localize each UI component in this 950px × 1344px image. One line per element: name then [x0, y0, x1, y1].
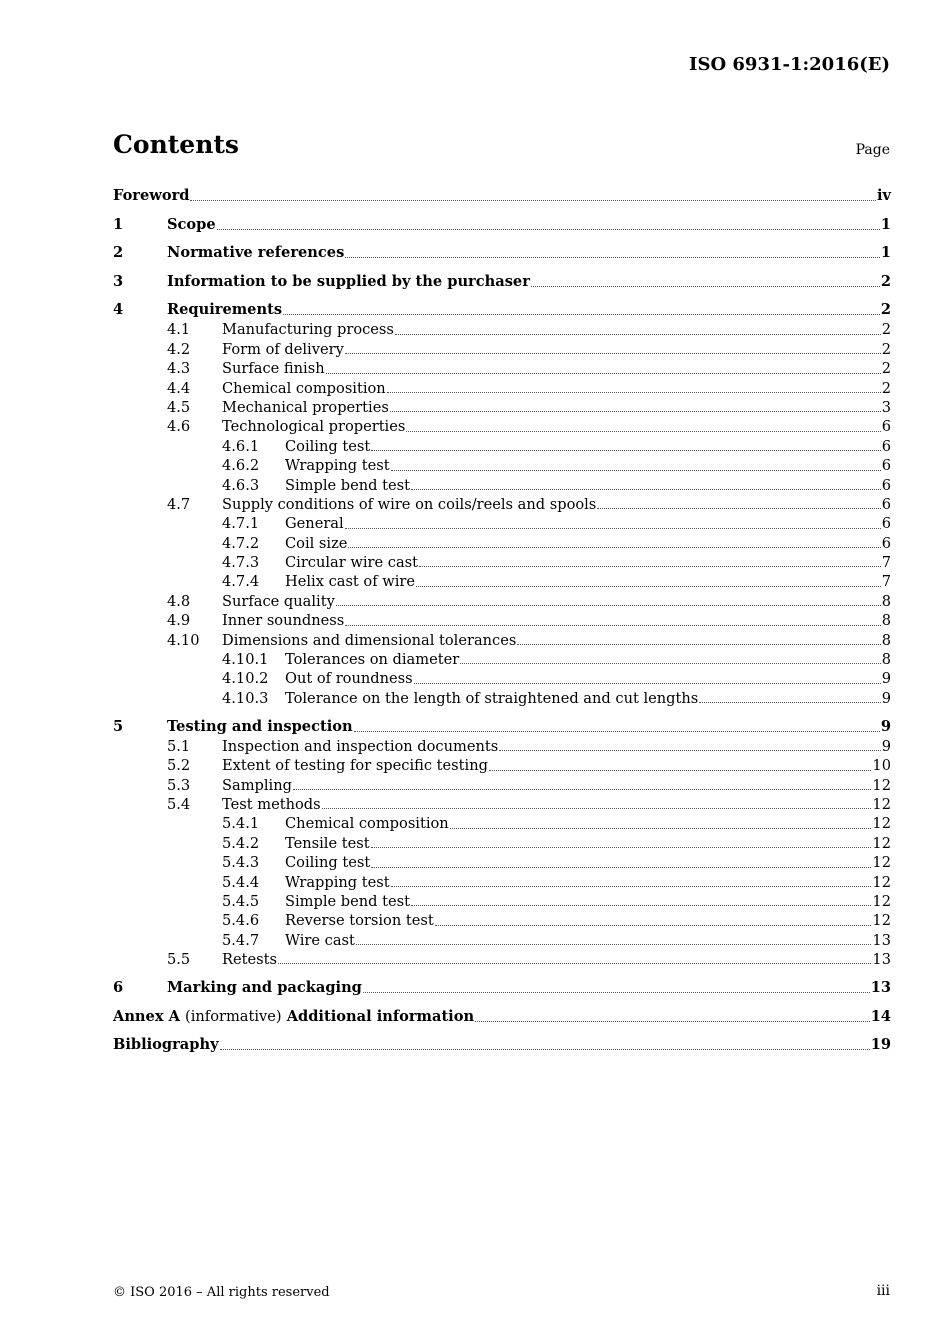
- dot-leader: [411, 488, 881, 490]
- toc-entry-number: 5.4.2: [222, 834, 260, 852]
- toc-entry-title: Testing and inspection: [167, 717, 353, 735]
- toc-entry-page: 2: [881, 321, 891, 339]
- toc-entry[interactable]: [113, 669, 891, 688]
- toc-entry-title: Surface quality: [222, 592, 335, 610]
- page-column-label: Page: [855, 142, 890, 158]
- toc-entry-title: Tolerances on diameter: [285, 651, 460, 669]
- toc-entry-number: 5.3: [167, 776, 191, 794]
- toc-entry-title: Form of delivery: [222, 340, 344, 358]
- toc-entry-page: 12: [872, 854, 891, 872]
- toc-entry-title: Helix cast of wire: [285, 573, 416, 591]
- toc-entry[interactable]: [113, 398, 891, 417]
- toc-entry[interactable]: [113, 834, 891, 853]
- toc-entry[interactable]: [113, 950, 891, 969]
- toc-entry-title: Information to be supplied by the purchaser: [167, 272, 530, 290]
- dot-leader: [293, 788, 871, 790]
- dot-leader: [390, 410, 881, 412]
- dot-leader: [517, 643, 880, 645]
- dot-leader: [348, 546, 880, 548]
- toc-entry[interactable]: [113, 689, 891, 708]
- toc-entry-page: 2: [880, 272, 891, 290]
- toc-entry-page: 12: [872, 776, 891, 794]
- toc-entry-number: 4.8: [167, 592, 191, 610]
- toc-entry-page: 8: [881, 592, 891, 610]
- copyright-notice: © ISO 2016 – All rights reserved: [113, 1285, 330, 1300]
- toc-entry-page: 12: [872, 892, 891, 910]
- toc-entry-number: 4.6.1: [222, 437, 260, 455]
- toc-entry-title: Coil size: [285, 534, 348, 552]
- toc-entry[interactable]: [113, 379, 891, 398]
- dot-leader: [419, 565, 881, 567]
- toc-entry[interactable]: [113, 417, 891, 436]
- toc-entry-number: 3: [113, 272, 124, 290]
- toc-entry[interactable]: [113, 611, 891, 630]
- toc-entry-title-label: Annex A: [113, 1007, 180, 1025]
- toc-entry-page: 14: [870, 1007, 891, 1025]
- toc-entry-number: 4.4: [167, 379, 191, 397]
- toc-entry-page: 2: [881, 360, 891, 378]
- toc-entry-title: Chemical composition: [285, 815, 449, 833]
- toc-entry-title: Wrapping test: [285, 873, 390, 891]
- toc-entry[interactable]: [113, 892, 891, 911]
- toc-entry-number: 2: [113, 244, 124, 262]
- toc-entry-number: 4.7.1: [222, 515, 260, 533]
- dot-leader: [371, 449, 881, 451]
- toc-entry[interactable]: [113, 998, 891, 1027]
- toc-entry-title: Retests: [222, 951, 277, 969]
- toc-entry-page: 2: [881, 340, 891, 358]
- dot-leader: [345, 352, 881, 354]
- toc-entry-page: 9: [881, 737, 891, 755]
- dot-leader: [326, 372, 881, 374]
- dot-leader: [336, 604, 881, 606]
- dot-leader: [395, 333, 881, 335]
- toc-entry-number: 5.4.6: [222, 912, 260, 930]
- toc-entry-page: 13: [872, 931, 891, 949]
- dot-leader: [354, 730, 880, 732]
- toc-entry-number: 5.4.5: [222, 892, 260, 910]
- toc-entry[interactable]: [113, 776, 891, 795]
- toc-entry-title: Marking and packaging: [167, 979, 362, 997]
- toc-entry-title: Manufacturing process: [222, 321, 394, 339]
- toc-entry[interactable]: [113, 206, 891, 235]
- toc-entry[interactable]: [113, 495, 891, 514]
- toc-entry-page: 6: [881, 534, 891, 552]
- toc-entry-page: 12: [872, 834, 891, 852]
- toc-entry-page: 2: [881, 379, 891, 397]
- toc-entry-title: Coiling test: [285, 854, 371, 872]
- dot-leader: [597, 507, 880, 509]
- dot-leader: [531, 285, 880, 287]
- dot-leader: [391, 469, 881, 471]
- toc-entry-page: 3: [881, 398, 891, 416]
- toc-entry-page: 12: [872, 873, 891, 891]
- toc-entry-number: 4.7: [167, 495, 191, 513]
- toc-entry-title: Extent of testing for specific testing: [222, 757, 488, 775]
- toc-entry[interactable]: [113, 650, 891, 669]
- toc-entry-title: Simple bend test: [285, 892, 411, 910]
- toc-entry-title: Wire cast: [285, 931, 355, 949]
- toc-entry-number: 5.4.7: [222, 931, 260, 949]
- toc-entry[interactable]: [113, 708, 891, 737]
- toc-entry-number: 4.7.3: [222, 554, 260, 572]
- toc-entry-title: Coiling test: [285, 437, 371, 455]
- dot-leader: [387, 391, 881, 393]
- toc-entry-title: Test methods: [222, 795, 321, 813]
- toc-entry-number: 4.2: [167, 340, 191, 358]
- toc-entry-number: 4.6.3: [222, 476, 260, 494]
- toc-entry[interactable]: [113, 340, 891, 359]
- toc-entry-page: iv: [876, 187, 891, 204]
- toc-entry[interactable]: [113, 631, 891, 650]
- dot-leader: [435, 924, 872, 926]
- toc-entry[interactable]: [113, 931, 891, 950]
- toc-entry-page: 7: [881, 554, 891, 572]
- toc-entry[interactable]: [113, 476, 891, 495]
- toc-entry-title: [113, 1007, 474, 1027]
- dot-leader: [190, 199, 876, 201]
- toc-entry-number: 6: [113, 979, 124, 997]
- toc-entry-number: 4.7.2: [222, 534, 260, 552]
- dot-leader: [283, 313, 880, 315]
- dot-leader: [489, 769, 871, 771]
- toc-entry-title: Scope: [167, 215, 216, 233]
- toc-entry[interactable]: [113, 235, 891, 264]
- dot-leader: [371, 846, 872, 848]
- toc-entry-title: Mechanical properties: [222, 398, 389, 416]
- toc-entry-page: 13: [872, 951, 891, 969]
- toc-entry-title: Normative references: [167, 244, 345, 262]
- toc-entry-page: 13: [870, 979, 891, 997]
- toc-entry-number: 5.4.4: [222, 873, 260, 891]
- dot-leader: [371, 866, 871, 868]
- toc-entry-number: 4.9: [167, 612, 191, 630]
- toc-entry-title: Reverse torsion test: [285, 912, 434, 930]
- toc-entry-title: General: [285, 515, 344, 533]
- toc-entry-page: 6: [881, 437, 891, 455]
- toc-entry-page: 6: [881, 418, 891, 436]
- toc-entry-number: 4.10.3: [222, 689, 269, 707]
- toc-entry-number: 4.3: [167, 360, 191, 378]
- dot-leader: [416, 585, 881, 587]
- dot-leader: [278, 962, 871, 964]
- dot-leader: [322, 807, 872, 809]
- toc-entry-page: 12: [872, 795, 891, 813]
- dot-leader: [699, 701, 880, 703]
- toc-entry-title: Supply conditions of wire on coils/reels and spools: [222, 495, 597, 513]
- toc-entry-page: 8: [881, 612, 891, 630]
- toc-entry-title: Inspection and inspection documents: [222, 737, 499, 755]
- toc-entry-number: 5.5: [167, 951, 191, 969]
- toc-entry-title: Foreword: [113, 187, 190, 204]
- dot-leader: [499, 749, 880, 751]
- toc-entry[interactable]: [113, 263, 891, 292]
- toc-entry[interactable]: [113, 911, 891, 930]
- toc-entry-page: 8: [881, 631, 891, 649]
- toc-entry-qualifier: (informative): [185, 1007, 282, 1025]
- toc-entry-number: 4: [113, 301, 124, 319]
- table-of-contents: [113, 186, 891, 1055]
- toc-entry-page: 9: [881, 670, 891, 688]
- toc-entry[interactable]: [113, 969, 891, 998]
- toc-entry[interactable]: [113, 456, 891, 475]
- toc-entry-page: 6: [881, 457, 891, 475]
- dot-leader: [475, 1020, 870, 1022]
- toc-entry-number: 4.1: [167, 321, 191, 339]
- dot-leader: [345, 256, 880, 258]
- toc-entry-page: 6: [881, 495, 891, 513]
- toc-entry[interactable]: [113, 437, 891, 456]
- toc-entry-number: 4.10.2: [222, 670, 269, 688]
- toc-entry-page: 6: [881, 515, 891, 533]
- dot-leader: [345, 624, 880, 626]
- toc-entry-title: Requirements: [167, 301, 283, 319]
- dot-leader: [406, 430, 880, 432]
- toc-entry[interactable]: [113, 1027, 891, 1056]
- toc-entry[interactable]: [113, 756, 891, 775]
- toc-entry-title: Simple bend test: [285, 476, 411, 494]
- toc-entry-title: Dimensions and dimensional tolerances: [222, 631, 517, 649]
- toc-entry-page: 9: [880, 717, 891, 735]
- toc-entry-number: 5.4: [167, 795, 191, 813]
- dot-leader: [414, 682, 881, 684]
- toc-entry-title: Out of roundness: [285, 670, 413, 688]
- standard-identifier: ISO 6931-1:2016(E): [689, 54, 890, 75]
- toc-entry[interactable]: [113, 292, 891, 321]
- dot-leader: [220, 1048, 870, 1050]
- toc-entry[interactable]: [113, 534, 891, 553]
- toc-entry-title: Tensile test: [285, 834, 370, 852]
- toc-entry-title: Surface finish: [222, 360, 325, 378]
- dot-leader: [411, 904, 871, 906]
- toc-entry-page: 2: [880, 301, 891, 319]
- toc-entry-number: 5.4.1: [222, 815, 260, 833]
- toc-entry-number: 1: [113, 215, 124, 233]
- toc-entry-number: 4.6.2: [222, 457, 260, 475]
- toc-entry[interactable]: [113, 514, 891, 533]
- toc-entry-page: 7: [881, 573, 891, 591]
- dot-leader: [450, 827, 872, 829]
- toc-entry[interactable]: [113, 814, 891, 833]
- toc-entry-page: 1: [880, 215, 891, 233]
- dot-leader: [345, 527, 881, 529]
- page-number: iii: [876, 1283, 890, 1299]
- toc-entry-page: 12: [872, 912, 891, 930]
- toc-entry-number: 5.2: [167, 757, 191, 775]
- toc-entry-title: Circular wire cast: [285, 554, 419, 572]
- dot-leader: [460, 662, 881, 664]
- toc-entry-page: 1: [880, 244, 891, 262]
- toc-entry-number: 4.7.4: [222, 573, 260, 591]
- dot-leader: [217, 228, 880, 230]
- toc-entry[interactable]: [113, 737, 891, 756]
- toc-entry[interactable]: [113, 572, 891, 591]
- toc-entry-page: 10: [872, 757, 891, 775]
- dot-leader: [391, 885, 872, 887]
- toc-entry-title: Sampling: [222, 776, 292, 794]
- toc-entry-title: Wrapping test: [285, 457, 390, 475]
- toc-entry-page: 12: [872, 815, 891, 833]
- toc-entry-number: 5.4.3: [222, 854, 260, 872]
- toc-entry-title-text: Additional information: [286, 1007, 475, 1025]
- toc-entry-number: 4.10: [167, 631, 200, 649]
- toc-entry-title: Technological properties: [222, 418, 406, 436]
- toc-entry-title: Tolerance on the length of straightened and cut lengths: [285, 689, 699, 707]
- contents-title: Contents: [113, 130, 240, 159]
- toc-entry-number: 4.10.1: [222, 651, 269, 669]
- toc-entry-number: 5: [113, 717, 124, 735]
- toc-entry-page: 6: [881, 476, 891, 494]
- toc-entry[interactable]: [113, 873, 891, 892]
- toc-entry[interactable]: [113, 359, 891, 378]
- toc-entry-title: Bibliography: [113, 1036, 219, 1054]
- toc-entry-page: 19: [870, 1036, 891, 1054]
- toc-entry[interactable]: [113, 186, 891, 206]
- toc-entry[interactable]: [113, 553, 891, 572]
- toc-entry[interactable]: [113, 592, 891, 611]
- dot-leader: [363, 991, 870, 993]
- toc-entry[interactable]: [113, 795, 891, 814]
- toc-entry-number: 5.1: [167, 737, 191, 755]
- toc-entry-title: Inner soundness: [222, 612, 345, 630]
- toc-entry-page: 8: [881, 651, 891, 669]
- toc-entry[interactable]: [113, 320, 891, 339]
- toc-entry-number: 4.6: [167, 418, 191, 436]
- toc-entry-title: Chemical composition: [222, 379, 386, 397]
- toc-entry-page: 9: [881, 689, 891, 707]
- dot-leader: [356, 943, 872, 945]
- toc-entry[interactable]: [113, 853, 891, 872]
- toc-entry-number: 4.5: [167, 398, 191, 416]
